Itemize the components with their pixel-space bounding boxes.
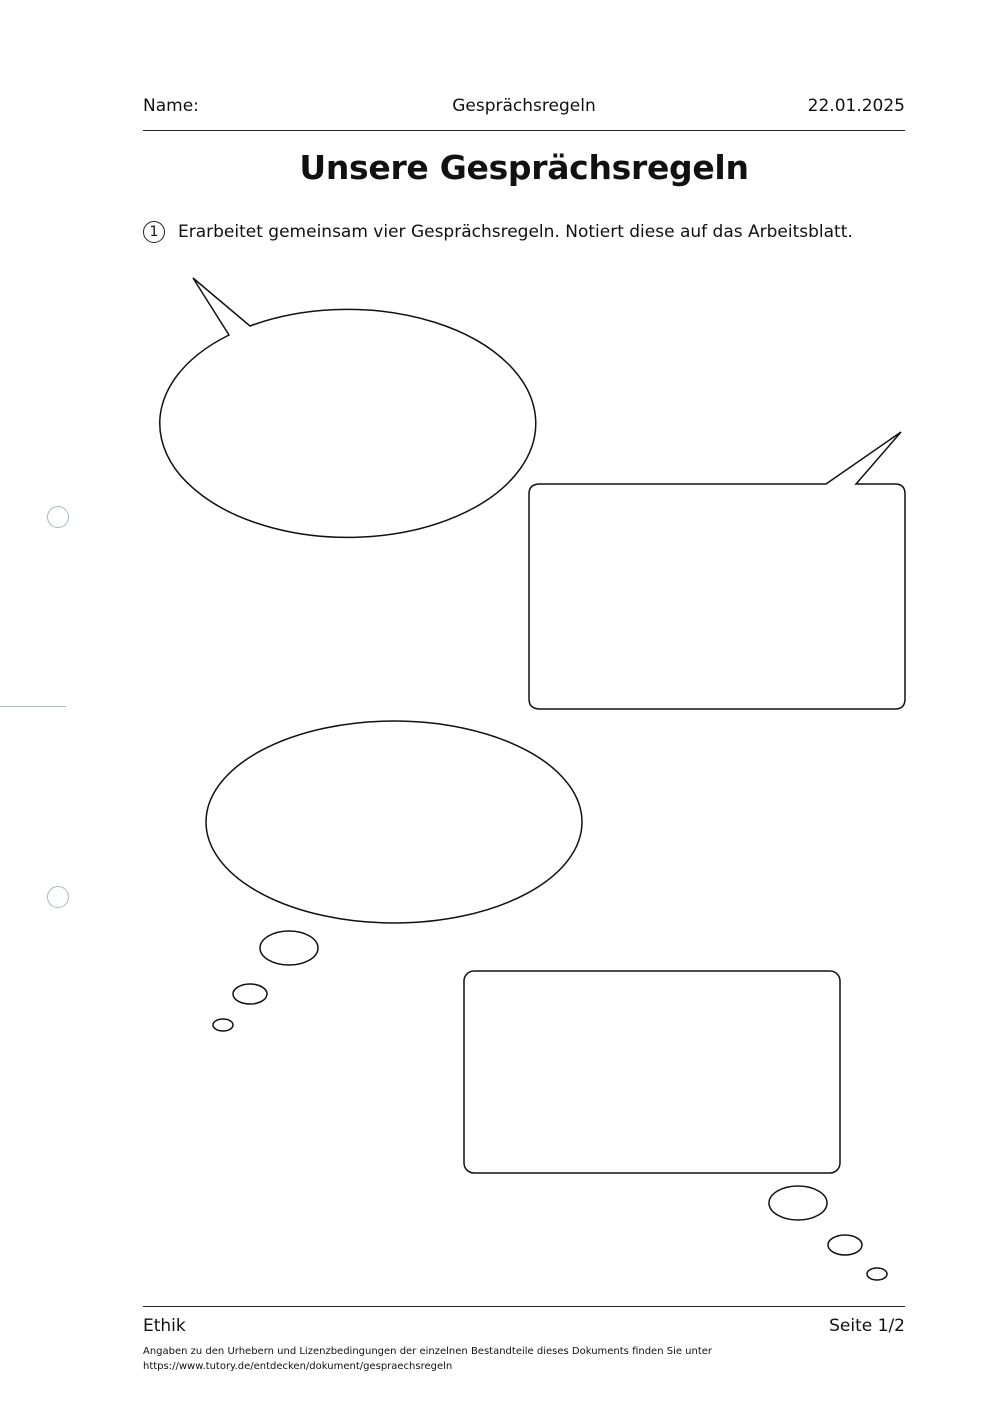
header-date: 22.01.2025 (807, 96, 905, 116)
credits-text: Angaben zu den Urhebern und Lizenzbedingungen der einzelnen Bestandteile dieses Dokuments finden Sie unter (143, 1346, 713, 1357)
task-instruction: Erarbeitet gemeinsam vier Gesprächsregeln. Notiert diese auf das Arbeitsblatt. (178, 222, 853, 242)
name-label: Name: (143, 96, 199, 116)
thought-bubble-oval-3[interactable] (206, 721, 582, 923)
thought-dot-large (260, 931, 318, 965)
page-footer (143, 1306, 905, 1336)
credits-notice (143, 1344, 905, 1374)
thought-dot-medium (828, 1235, 862, 1255)
header-doc-title: Gesprächsregeln (452, 96, 596, 116)
speech-bubble-rect-2[interactable] (529, 432, 905, 709)
thought-dot-small (213, 1019, 233, 1031)
page-title: Unsere Gesprächsregeln (299, 148, 749, 187)
thought-dot-medium (233, 984, 267, 1004)
footer-subject: Ethik (143, 1316, 186, 1336)
thought-dot-large (769, 1186, 827, 1220)
task-number-badge: 1 (143, 221, 165, 243)
thought-dot-small (867, 1268, 887, 1280)
thought-bubble-rect-4[interactable] (464, 971, 840, 1173)
credits-link[interactable]: https://www.tutory.de/entdecken/dokument/gespraechsregeln (143, 1361, 453, 1372)
footer-page-number: Seite 1/2 (829, 1316, 905, 1336)
speech-bubble-oval-1[interactable] (160, 278, 536, 537)
